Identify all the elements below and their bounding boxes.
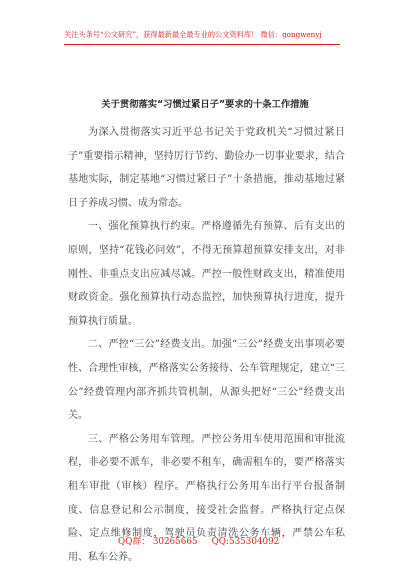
paragraph-intro: 为深入贯彻落实习近平总书记关于党政机关“习惯过紧日子”重要指示精神，坚持厉行节约、勤俭办一切事业要求，结合基地实际，制定基地“习惯过紧日子”十条措施，推动基地过紧日子养成习惯、成为常态。 (68, 127, 345, 209)
document-body (68, 121, 345, 569)
paragraph-budget: 一、强化预算执行约束。严格遵循先有预算、后有支出的原则，坚持“花钱必问效”，不得无预算超预算安排支出，对非刚性、非重点支出应减尽减。严控一般性财政支出，精准使用财政资金。强化预算执行动态监控，加快预算执行进度，提升预算执行质量。 (68, 221, 345, 327)
footer-qq-number: QQ:535304092 (211, 537, 280, 547)
footer-contact (118, 534, 298, 547)
paragraph-three-public: 二、严控“三公”经费支出。加强“三公”经费支出事项必要性、合理性审核，严格落实公务接待、公车管理规定，建立“三公”经费管理内部齐抓共管机制，从源头把好“三公”经费支出关。 (68, 339, 345, 422)
document-title: 关于贯彻落实“习惯过紧日子”要求的十条工作措施 (101, 99, 309, 110)
paragraph-vehicle: 三、严格公务用车管理。严控公务用车使用范围和审批流程，非必要不派车，非必要不租车，确需租车的，要严格落实租车审批（审核）程序。严格执行公务用车出行平台报备制度、信息登记和公示制度，接受社会监督。严格执行定点保险、定点维修制度，驾驶员负责清洗公务车辆，严禁公车私用、私车公养。 (68, 433, 345, 563)
footer-qq-group: QQ群： 30265665 (118, 537, 198, 547)
header-notice: 关注头条号“公文研究”，获得最新最全最专业的公文资料库！ 微信：gongwenyj (64, 30, 340, 45)
